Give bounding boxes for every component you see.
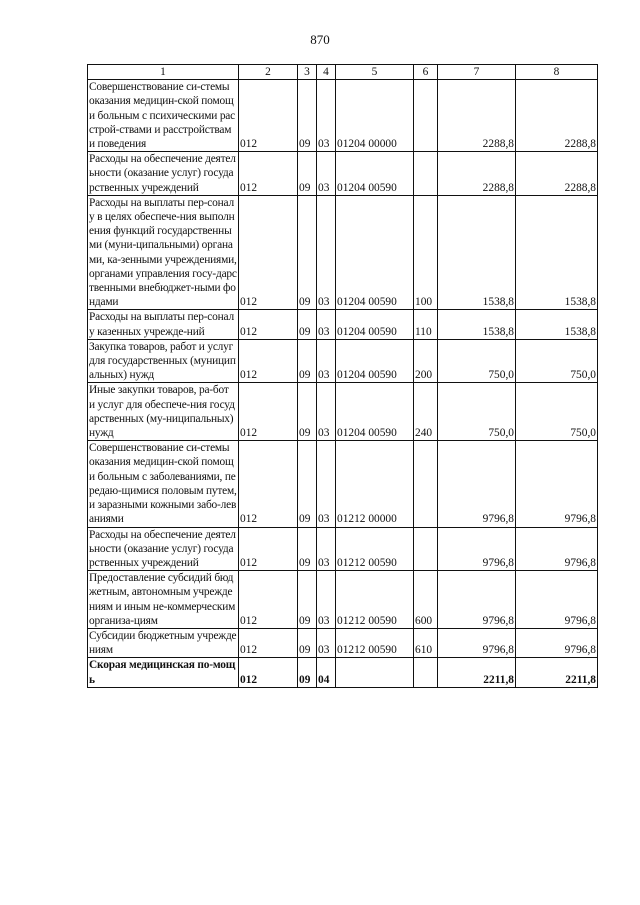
- table-body: [88, 80, 598, 688]
- row-amount-col8: 1538,8: [516, 310, 598, 339]
- row-expense-type-code: [414, 80, 438, 152]
- table-row: [88, 195, 598, 310]
- row-section-code: 09: [298, 383, 317, 441]
- row-department-code: 012: [239, 195, 298, 310]
- row-target-article-code: 01204 00590: [336, 339, 414, 383]
- row-target-article-code: 01204 00590: [336, 195, 414, 310]
- row-expense-type-code: 200: [414, 339, 438, 383]
- row-amount-col7: 9796,8: [438, 628, 516, 657]
- row-amount-col8: 2288,8: [516, 152, 598, 196]
- row-amount-col8: 1538,8: [516, 195, 598, 310]
- row-subsection-code: 03: [317, 80, 336, 152]
- row-section-code: 09: [298, 628, 317, 657]
- row-section-code: 09: [298, 658, 317, 687]
- row-expense-type-code: 600: [414, 571, 438, 629]
- column-header: 7: [438, 65, 516, 80]
- row-amount-col7: 9796,8: [438, 571, 516, 629]
- row-department-code: 012: [239, 527, 298, 571]
- row-subsection-code: 03: [317, 383, 336, 441]
- row-description: Расходы на обеспечение деятельности (оказание услуг) государственных учреждений: [88, 152, 239, 196]
- row-expense-type-code: [414, 658, 438, 687]
- row-subsection-code: 04: [317, 658, 336, 687]
- row-target-article-code: 01204 00590: [336, 310, 414, 339]
- row-target-article-code: 01212 00590: [336, 527, 414, 571]
- row-department-code: 012: [239, 383, 298, 441]
- table-row: [88, 628, 598, 657]
- row-subsection-code: 03: [317, 628, 336, 657]
- row-subsection-code: 03: [317, 527, 336, 571]
- row-amount-col8: 9796,8: [516, 527, 598, 571]
- header-row: [88, 65, 598, 80]
- row-department-code: 012: [239, 339, 298, 383]
- row-amount-col8: 750,0: [516, 339, 598, 383]
- row-amount-col7: 750,0: [438, 339, 516, 383]
- column-header: 8: [516, 65, 598, 80]
- column-header: 5: [336, 65, 414, 80]
- row-target-article-code: 01212 00590: [336, 628, 414, 657]
- column-header: 4: [317, 65, 336, 80]
- row-section-code: 09: [298, 310, 317, 339]
- table-row: [88, 441, 598, 527]
- table-row: [88, 310, 598, 339]
- budget-table: [87, 64, 598, 688]
- row-amount-col8: 9796,8: [516, 441, 598, 527]
- row-section-code: 09: [298, 527, 317, 571]
- row-expense-type-code: 610: [414, 628, 438, 657]
- table-row: [88, 80, 598, 152]
- row-amount-col8: 9796,8: [516, 628, 598, 657]
- row-description: Закупка товаров, работ и услуг для государственных (муниципальных) нужд: [88, 339, 239, 383]
- row-expense-type-code: 100: [414, 195, 438, 310]
- row-subsection-code: 03: [317, 195, 336, 310]
- row-amount-col8: 9796,8: [516, 571, 598, 629]
- row-department-code: 012: [239, 658, 298, 687]
- table-row: [88, 383, 598, 441]
- row-description: Расходы на выплаты пер-соналу казенных учрежде-ний: [88, 310, 239, 339]
- table-row: [88, 339, 598, 383]
- row-target-article-code: 01204 00000: [336, 80, 414, 152]
- column-header: 6: [414, 65, 438, 80]
- row-expense-type-code: 110: [414, 310, 438, 339]
- column-header: 2: [239, 65, 298, 80]
- row-description: Расходы на выплаты пер-соналу в целях обеспече-ния выполнения функций государственными (муни-ципальными) органами, ка-зенными учреждениями, органами управления госу-дарственными внебюджет-ными фондами: [89, 196, 237, 309]
- row-target-article-code: 01212 00000: [336, 441, 414, 527]
- row-amount-col7: 2211,8: [438, 658, 516, 687]
- row-section-code: 09: [298, 571, 317, 629]
- row-amount-col8: 2211,8: [516, 658, 598, 687]
- row-description: Субсидии бюджетным учреждениям: [88, 628, 239, 657]
- row-department-code: 012: [239, 571, 298, 629]
- row-description: Расходы на обеспечение деятельности (оказание услуг) государственных учреждений: [88, 527, 239, 571]
- row-subsection-code: 03: [317, 571, 336, 629]
- row-target-article-code: [336, 658, 414, 687]
- column-header: 1: [88, 65, 239, 80]
- row-expense-type-code: [414, 527, 438, 571]
- table-row: [88, 658, 598, 687]
- row-description: Скорая медицинская по-мощь: [88, 658, 239, 687]
- table-row: [88, 527, 598, 571]
- row-amount-col8: 2288,8: [516, 80, 598, 152]
- row-description: Совершенствование си-стемы оказания медицин-ской помощи больным с заболеваниями, передаю-щимися половым путем, и заразными кожными забо-леваниями: [89, 442, 237, 526]
- row-section-code: 09: [298, 441, 317, 527]
- row-description: Иные закупки товаров, ра-бот и услуг для обеспече-ния государственных (му-ниципальных) нужд: [88, 383, 239, 441]
- table-row: [88, 152, 598, 196]
- row-section-code: 09: [298, 195, 317, 310]
- row-department-code: 012: [239, 152, 298, 196]
- row-subsection-code: 03: [317, 441, 336, 527]
- row-amount-col7: 9796,8: [438, 441, 516, 527]
- row-department-code: 012: [239, 310, 298, 339]
- row-subsection-code: 03: [317, 339, 336, 383]
- table-row: [88, 571, 598, 629]
- row-section-code: 09: [298, 152, 317, 196]
- row-expense-type-code: 240: [414, 383, 438, 441]
- row-department-code: 012: [239, 628, 298, 657]
- row-subsection-code: 03: [317, 310, 336, 339]
- row-amount-col7: 2288,8: [438, 152, 516, 196]
- row-amount-col7: 1538,8: [438, 310, 516, 339]
- row-department-code: 012: [239, 80, 298, 152]
- row-amount-col8: 750,0: [516, 383, 598, 441]
- page-number: 870: [310, 32, 330, 47]
- row-target-article-code: 01204 00590: [336, 152, 414, 196]
- row-section-code: 09: [298, 80, 317, 152]
- row-expense-type-code: [414, 152, 438, 196]
- row-expense-type-code: [414, 441, 438, 527]
- row-description: Совершенствование си-стемы оказания медицин-ской помощи больным с психическими расстрой-ствами и расстройствами поведения: [88, 80, 239, 152]
- row-amount-col7: 1538,8: [438, 195, 516, 310]
- row-amount-col7: 750,0: [438, 383, 516, 441]
- row-target-article-code: 01204 00590: [336, 383, 414, 441]
- row-amount-col7: 2288,8: [438, 80, 516, 152]
- row-target-article-code: 01212 00590: [336, 571, 414, 629]
- column-header: 3: [298, 65, 317, 80]
- row-amount-col7: 9796,8: [438, 527, 516, 571]
- row-department-code: 012: [239, 441, 298, 527]
- row-description: Предоставление субсидий бюджетным, автономным учреждениям и иным не-коммерческим организа-циям: [88, 571, 239, 629]
- row-subsection-code: 03: [317, 152, 336, 196]
- row-section-code: 09: [298, 339, 317, 383]
